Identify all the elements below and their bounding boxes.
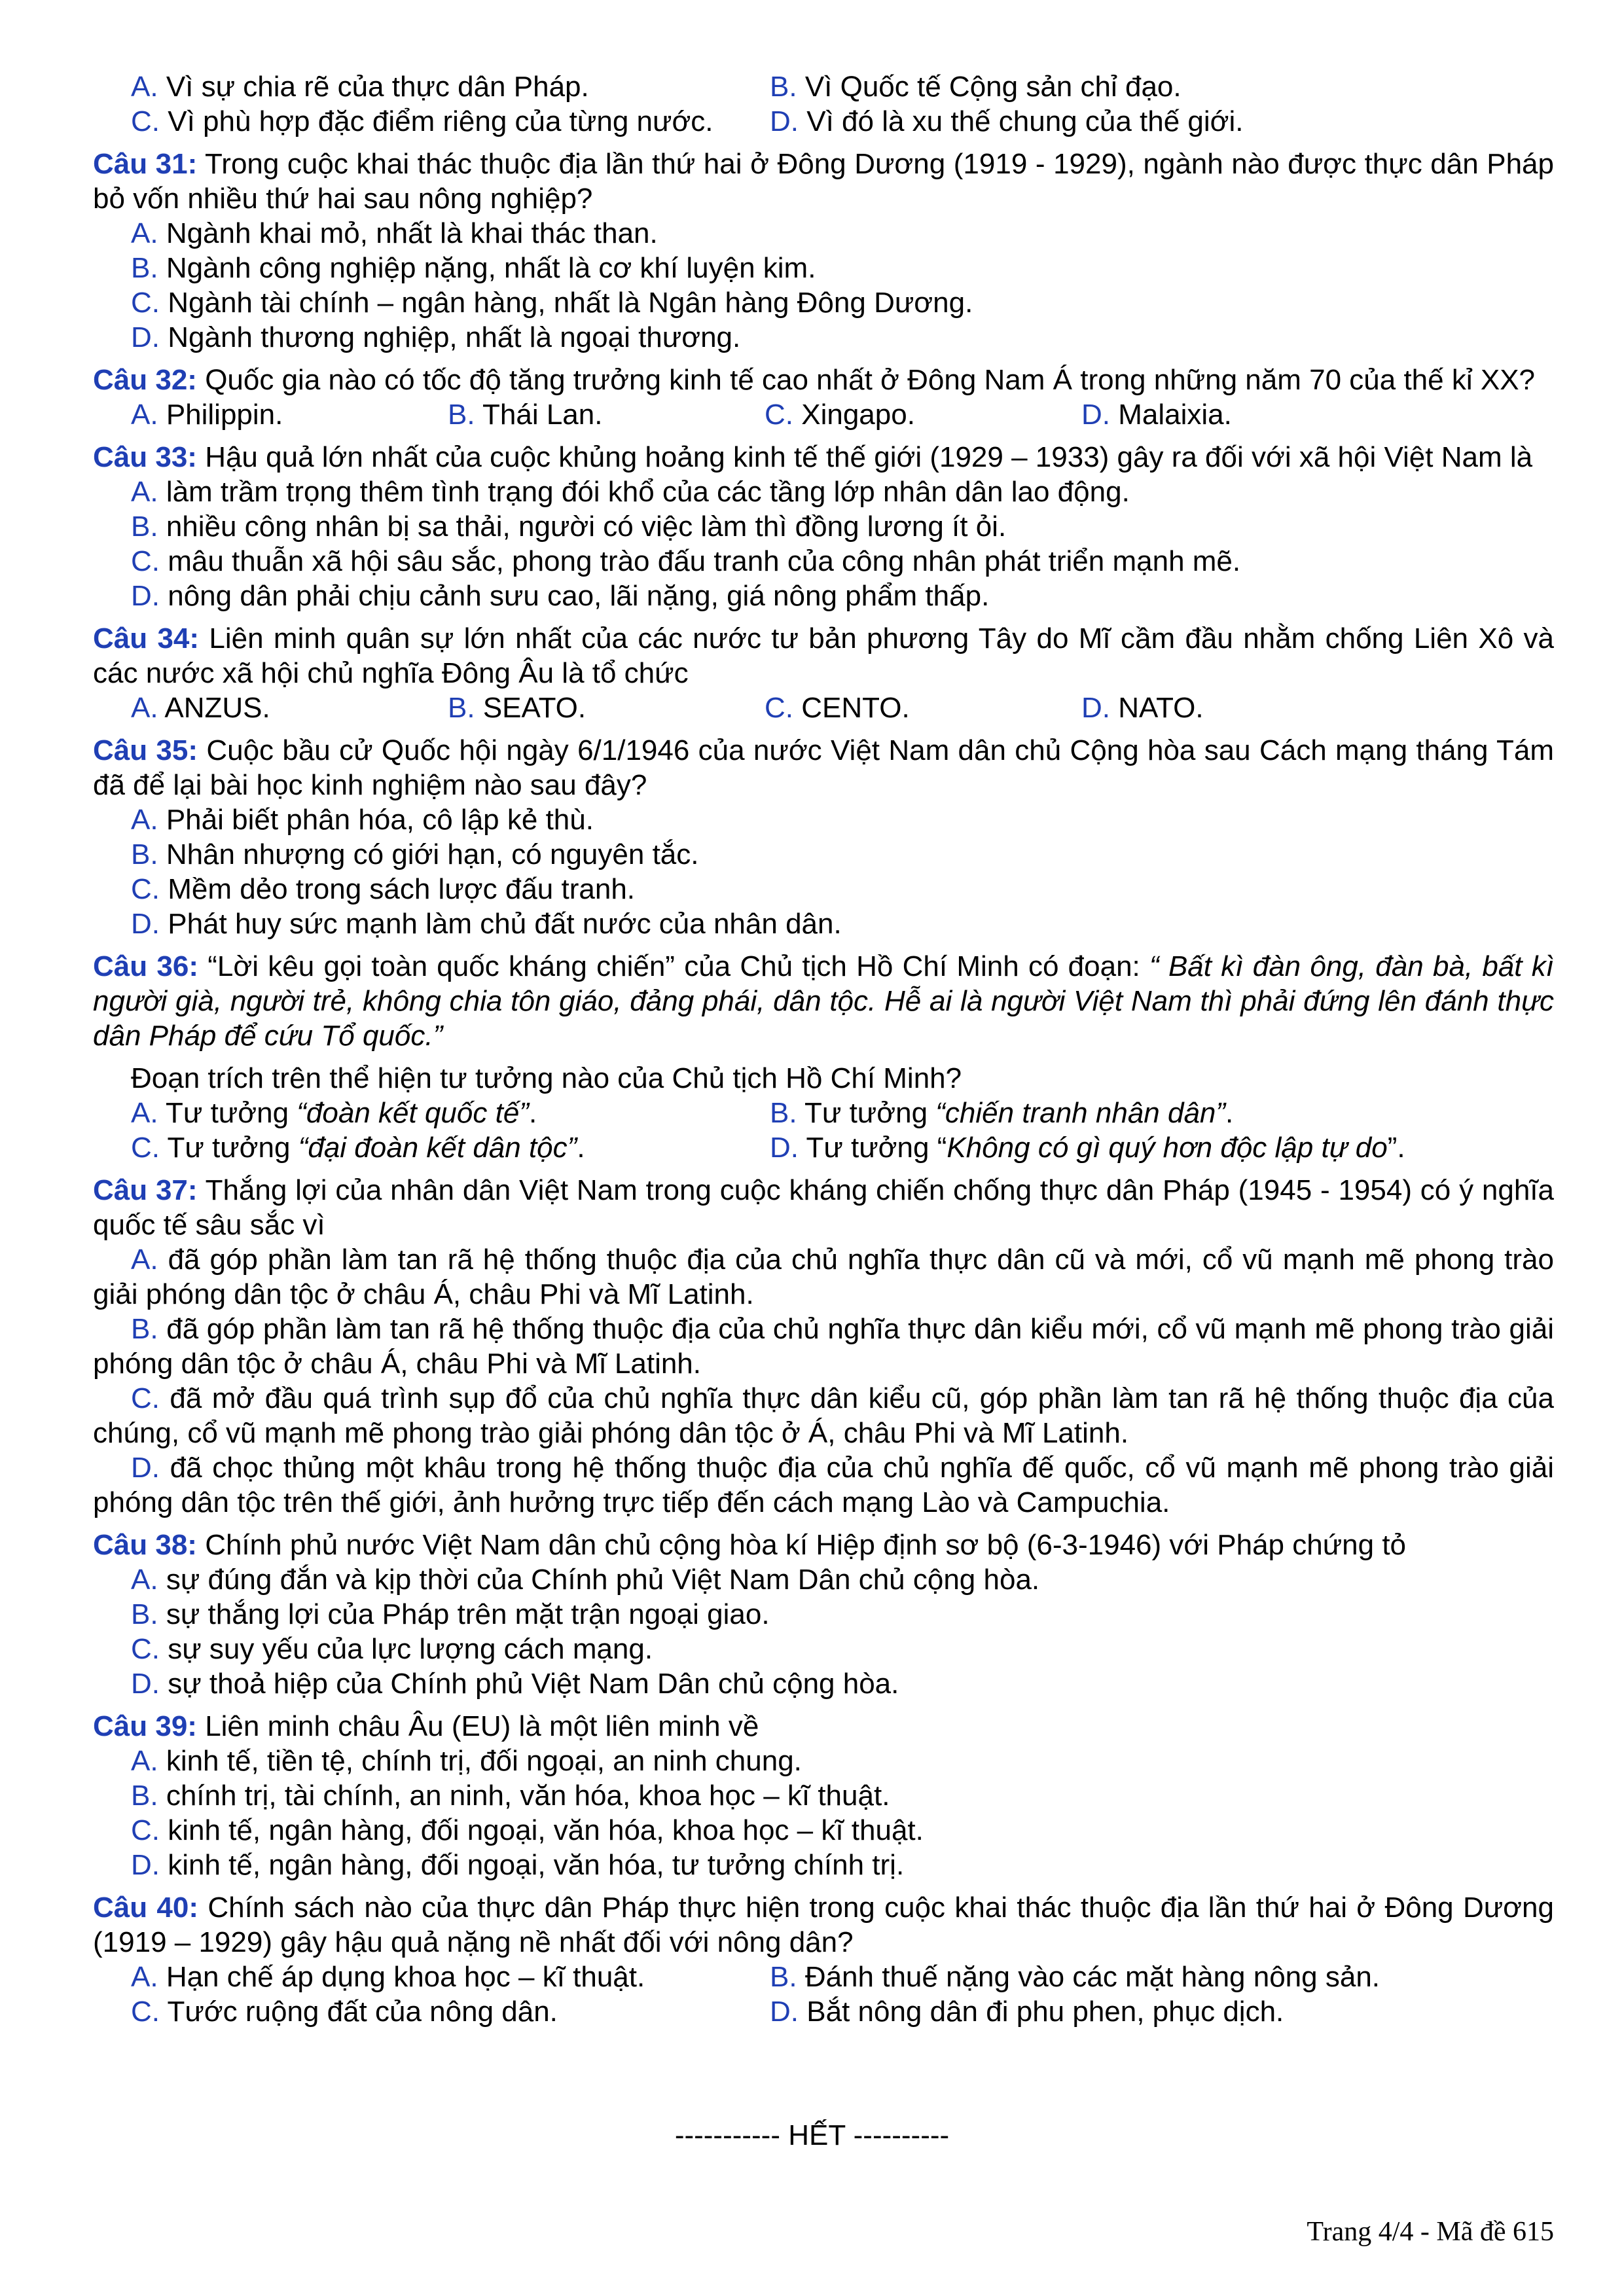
option-d: D. sự thoả hiệp của Chính phủ Việt Nam Dân chủ cộng hòa. bbox=[131, 1668, 899, 1700]
question-stem: Câu 36: “Lời kêu gọi toàn quốc kháng chiến” của Chủ tịch Hồ Chí Minh có đoạn: “ Bất kì đàn ông, đàn bà, bất kì người già, người trẻ, không chia tôn giáo, đảng phái, dân tộc. Hễ ai là người Việt Nam thì phải đứng lên đánh thực dân Pháp để cứu Tổ quốc.” bbox=[93, 950, 1555, 1052]
option-a: A. Philippin. bbox=[131, 399, 283, 431]
question-label: Câu 39: bbox=[93, 1710, 197, 1742]
question-30-options bbox=[93, 69, 1554, 139]
quoted-passage: “ Bất kì đàn ông, đàn bà, bất kì người già, người trẻ, không chia tôn giáo, đảng phái, dân tộc. Hễ ai là người Việt Nam thì phải đứng lên đánh thực dân Pháp để cứu Tổ quốc.” bbox=[93, 950, 1555, 1052]
option-c: C. Mềm dẻo trong sách lược đấu tranh. bbox=[131, 873, 636, 905]
options-row bbox=[93, 1994, 1554, 2029]
question-lead: Đoạn trích trên thể hiện tư tưởng nào của Chủ tịch Hồ Chí Minh? bbox=[131, 1062, 962, 1094]
question-stem: Câu 38: Chính phủ nước Việt Nam dân chủ cộng hòa kí Hiệp định sơ bộ (6-3-1946) với Pháp chứng tỏ bbox=[93, 1529, 1407, 1561]
option-d: D. đã chọc thủng một khâu trong hệ thống thuộc địa của chủ nghĩa đế quốc, cổ vũ mạnh mẽ phong trào giải phóng dân tộc trên thế giới, ảnh hưởng trực tiếp đến cách mạng Lào và Campuchia. bbox=[93, 1452, 1554, 1518]
question-31 bbox=[93, 147, 1554, 355]
question-34 bbox=[93, 621, 1554, 725]
question-33 bbox=[93, 440, 1554, 613]
question-stem: Câu 33: Hậu quả lớn nhất của cuộc khủng hoảng kinh tế thế giới (1929 – 1933) gây ra đối với xã hội Việt Nam là bbox=[93, 441, 1533, 473]
question-37 bbox=[93, 1173, 1554, 1520]
question-list bbox=[93, 69, 1554, 2029]
option-c: C. đã mở đầu quá trình sụp đổ của chủ nghĩa thực dân kiểu cũ, góp phần làm tan rã hệ thống thuộc địa của chúng, cổ vũ mạnh mẽ phong trào giải phóng dân tộc ở Á, châu Phi và Mĩ Latinh. bbox=[93, 1382, 1554, 1449]
question-stem: Câu 39: Liên minh châu Âu (EU) là một liên minh về bbox=[93, 1710, 759, 1742]
page-footer: Trang 4/4 - Mã đề 615 bbox=[1307, 2217, 1554, 2247]
option-b: B. Tư tưởng “chiến tranh nhân dân”. bbox=[770, 1097, 1234, 1129]
option-a: A. kinh tế, tiền tệ, chính trị, đối ngoại, an ninh chung. bbox=[131, 1745, 802, 1777]
option-c: C. Ngành tài chính – ngân hàng, nhất là Ngân hàng Đông Dương. bbox=[131, 287, 973, 319]
option-d: D. NATO. bbox=[1081, 692, 1204, 724]
option-b: B. SEATO. bbox=[448, 692, 586, 724]
options-row bbox=[93, 69, 1554, 104]
question-label: Câu 40: bbox=[93, 1892, 199, 1924]
options-row bbox=[93, 104, 1554, 139]
option-b: B. đã góp phần làm tan rã hệ thống thuộc địa của chủ nghĩa thực dân kiểu mới, cổ vũ mạnh mẽ phong trào giải phóng dân tộc ở châu Á, châu Phi và Mĩ Latinh. bbox=[93, 1313, 1555, 1380]
option-a: A. Ngành khai mỏ, nhất là khai thác than. bbox=[131, 217, 658, 249]
options-row bbox=[93, 691, 1554, 725]
option-b: B. Đánh thuế nặng vào các mặt hàng nông sản. bbox=[770, 1961, 1380, 1993]
question-label: Câu 37: bbox=[93, 1174, 198, 1206]
option-b: B. nhiều công nhân bị sa thải, người có việc làm thì đồng lương ít ỏi. bbox=[131, 511, 1007, 543]
option-a: A. Hạn chế áp dụng khoa học – kĩ thuật. bbox=[131, 1961, 645, 1993]
question-label: Câu 33: bbox=[93, 441, 197, 473]
question-40 bbox=[93, 1890, 1554, 2029]
option-b: B. sự thắng lợi của Pháp trên mặt trận ngoại giao. bbox=[131, 1598, 770, 1630]
question-stem: Câu 40: Chính sách nào của thực dân Pháp thực hiện trong cuộc khai thác thuộc địa lần thứ hai ở Đông Dương (1919 – 1929) gây hậu quả nặng nề nhất đối với nông dân? bbox=[93, 1892, 1554, 1958]
question-35 bbox=[93, 733, 1554, 941]
question-label: Câu 34: bbox=[93, 622, 200, 655]
question-39 bbox=[93, 1709, 1554, 1882]
option-c: C. Tước ruộng đất của nông dân. bbox=[131, 1996, 558, 2028]
option-d: D. Malaixia. bbox=[1081, 399, 1232, 431]
option-d: D. Vì đó là xu thế chung của thế giới. bbox=[770, 105, 1244, 137]
question-32 bbox=[93, 363, 1554, 432]
question-label: Câu 35: bbox=[93, 734, 198, 766]
question-label: Câu 31: bbox=[93, 148, 198, 180]
end-marker: ----------- HẾT ---------- bbox=[674, 2119, 950, 2151]
question-label: Câu 38: bbox=[93, 1529, 197, 1561]
option-c: C. Tư tưởng “đại đoàn kết dân tộc”. bbox=[131, 1132, 585, 1164]
option-c: C. Xingapo. bbox=[765, 399, 915, 431]
question-stem: Câu 31: Trong cuộc khai thác thuộc địa lần thứ hai ở Đông Dương (1919 - 1929), ngành nào được thực dân Pháp bỏ vốn nhiều thứ hai sau nông nghiệp? bbox=[93, 148, 1554, 215]
options-row bbox=[93, 1960, 1554, 1994]
option-a: A. đã góp phần làm tan rã hệ thống thuộc địa của chủ nghĩa thực dân cũ và mới, cổ vũ mạnh mẽ phong trào giải phóng dân tộc ở châu Á, châu Phi và Mĩ Latinh. bbox=[93, 1244, 1555, 1310]
question-stem: Câu 37: Thắng lợi của nhân dân Việt Nam trong cuộc kháng chiến chống thực dân Pháp (1945 - 1954) có ý nghĩa quốc tế sâu sắc vì bbox=[93, 1174, 1555, 1241]
option-a: A. sự đúng đắn và kịp thời của Chính phủ Việt Nam Dân chủ cộng hòa. bbox=[131, 1564, 1040, 1596]
option-a: A. Tư tưởng “đoàn kết quốc tế”. bbox=[131, 1097, 537, 1129]
option-c: C. mâu thuẫn xã hội sâu sắc, phong trào đấu tranh của công nhân phát triển mạnh mẽ. bbox=[131, 545, 1241, 577]
option-a: A. Phải biết phân hóa, cô lập kẻ thù. bbox=[131, 804, 594, 836]
option-d: D. Tư tưởng “Không có gì quý hơn độc lập tự do”. bbox=[770, 1132, 1405, 1164]
option-c: C. kinh tế, ngân hàng, đối ngoại, văn hóa, khoa học – kĩ thuật. bbox=[131, 1814, 924, 1846]
option-d: D. kinh tế, ngân hàng, đối ngoại, văn hóa, tư tưởng chính trị. bbox=[131, 1849, 905, 1881]
option-b: B. chính trị, tài chính, an ninh, văn hóa, khoa học – kĩ thuật. bbox=[131, 1780, 890, 1812]
option-a: A. ANZUS. bbox=[131, 692, 270, 724]
option-c: C. CENTO. bbox=[765, 692, 910, 724]
option-d: D. nông dân phải chịu cảnh sưu cao, lãi nặng, giá nông phẩm thấp. bbox=[131, 580, 990, 612]
option-a: A. Vì sự chia rẽ của thực dân Pháp. bbox=[131, 71, 589, 103]
question-stem: Câu 35: Cuộc bầu cử Quốc hội ngày 6/1/1946 của nước Việt Nam dân chủ Cộng hòa sau Cách mạng tháng Tám đã để lại bài học kinh nghiệm nào sau đây? bbox=[93, 734, 1554, 801]
option-b: B. Vì Quốc tế Cộng sản chỉ đạo. bbox=[770, 71, 1182, 103]
question-stem: Câu 32: Quốc gia nào có tốc độ tăng trưởng kinh tế cao nhất ở Đông Nam Á trong những năm 70 của thế kỉ XX? bbox=[93, 364, 1536, 396]
options-row bbox=[93, 397, 1554, 432]
question-38 bbox=[93, 1528, 1554, 1701]
option-b: B. Nhân nhượng có giới hạn, có nguyên tắc. bbox=[131, 838, 699, 870]
option-b: B. Thái Lan. bbox=[448, 399, 603, 431]
options-row bbox=[93, 1096, 1554, 1130]
option-a: A. làm trầm trọng thêm tình trạng đói khổ của các tầng lớp nhân dân lao động. bbox=[131, 476, 1130, 508]
question-label: Câu 36: bbox=[93, 950, 198, 982]
options-row bbox=[93, 1130, 1554, 1165]
option-c: C. Vì phù hợp đặc điểm riêng của từng nước. bbox=[131, 105, 713, 137]
option-b: B. Ngành công nghiệp nặng, nhất là cơ khí luyện kim. bbox=[131, 252, 816, 284]
option-d: D. Phát huy sức mạnh làm chủ đất nước của nhân dân. bbox=[131, 908, 842, 940]
option-d: D. Bắt nông dân đi phu phen, phục dịch. bbox=[770, 1996, 1284, 2028]
option-c: C. sự suy yếu của lực lượng cách mạng. bbox=[131, 1633, 653, 1665]
question-stem: Câu 34: Liên minh quân sự lớn nhất của các nước tư bản phương Tây do Mĩ cầm đầu nhằm chống Liên Xô và các nước xã hội chủ nghĩa Đông Âu là tổ chức bbox=[93, 622, 1554, 689]
option-d: D. Ngành thương nghiệp, nhất là ngoại thương. bbox=[131, 321, 741, 353]
question-36 bbox=[93, 949, 1554, 1165]
question-label: Câu 32: bbox=[93, 364, 197, 396]
